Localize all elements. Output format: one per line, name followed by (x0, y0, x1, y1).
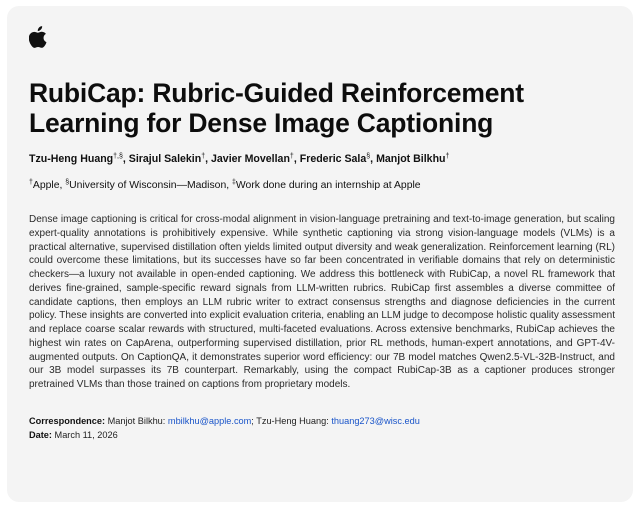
affiliation-text: University of Wisconsin—Madison, (69, 180, 233, 191)
author-name: Tzu-Heng Huang (29, 153, 114, 165)
author-name: Manjot Bilkhu (376, 153, 446, 165)
affiliations (29, 176, 611, 193)
date-line (29, 428, 611, 442)
correspondent-1-email[interactable]: mbilkhu@apple.com (167, 415, 252, 426)
correspondent-1-name: Manjot Bilkhu: (107, 415, 166, 426)
paper-meta (29, 414, 611, 442)
date-value: March 11, 2026 (54, 429, 118, 440)
author-separator: , (122, 153, 129, 165)
author-separator: , (205, 153, 212, 165)
correspondence-label: Correspondence: (29, 415, 106, 426)
abstract-text: Dense image captioning is critical for cross-modal alignment in vision-language pretraining and text-to-image generation, but scaling expert-quality annotations is prohibitively expensive. While synthetic captioning via strong vision-language models (VLMs) is a practical alternative, supervised distillation often yields limited output diversity and weak generalization. Reinforcement learning (RL) could overcome these limitations, but its successes have so far been concentrated in verifiable domains that rely on deterministic checkers—a luxury not available in open-ended captioning. We address this bottleneck with RubiCap, a novel RL framework that derives fine-grained, sample-specific reward signals from LLM-written rubrics. RubiCap first assembles a diverse committee of candidate captions, then employs an LLM rubric writer to extract consensus strengths and diagnose deficiencies in the current policy. These insights are converted into explicit evaluation criteria, enabling an LLM judge to decompose holistic quality assessment and replace coarse scalar rewards with structured, multi-faceted evaluations. Across extensive benchmarks, RubiCap achieves the highest win rates on CapArena, outperforming supervised distillation, prior RL methods, human-expert annotations, and GPT-4V-augmented outputs. On CaptionQA, it demonstrates superior word efficiency: our 7B model matches Qwen2.5-VL-32B-Instruct, and our 3B model surpasses its 7B counterpart. Remarkably, using the compact RubiCap-3B as a captioner produces stronger pretrained VLMs than those trained on captions from proprietary models. (29, 214, 615, 390)
author-name: Frederic Sala (299, 153, 367, 165)
author-affiliation-mark: † (445, 153, 450, 160)
paper-card (7, 6, 633, 502)
author-name: Javier Movellan (211, 153, 290, 165)
paper-title: RubiCap: Rubric-Guided Reinforcement Learning for Dense Image Captioning (29, 78, 524, 138)
correspondence-line (29, 414, 611, 428)
affiliation-mark: ‡ (232, 179, 236, 186)
affiliation-mark: § (65, 179, 70, 186)
abstract (29, 213, 615, 392)
author-separator: , (370, 153, 377, 165)
author-affiliation-mark: † (201, 153, 206, 160)
author-affiliation-mark: †,§ (113, 153, 123, 160)
author-affiliation-mark: † (289, 153, 294, 160)
affiliation-text: Apple, (32, 180, 66, 191)
author-affiliation-mark: § (366, 153, 371, 160)
correspondent-2-email[interactable]: thuang273@wisc.edu (331, 415, 420, 426)
author-separator: , (293, 153, 300, 165)
correspondent-2-name: ; Tzu-Heng Huang: (251, 415, 329, 426)
author-list (29, 150, 611, 166)
date-label: Date: (29, 429, 52, 440)
affiliation-mark: † (29, 179, 33, 186)
author-name: Sirajul Salekin (128, 153, 202, 165)
apple-logo-icon (29, 26, 49, 48)
affiliation-text: Work done during an internship at Apple (235, 180, 421, 191)
